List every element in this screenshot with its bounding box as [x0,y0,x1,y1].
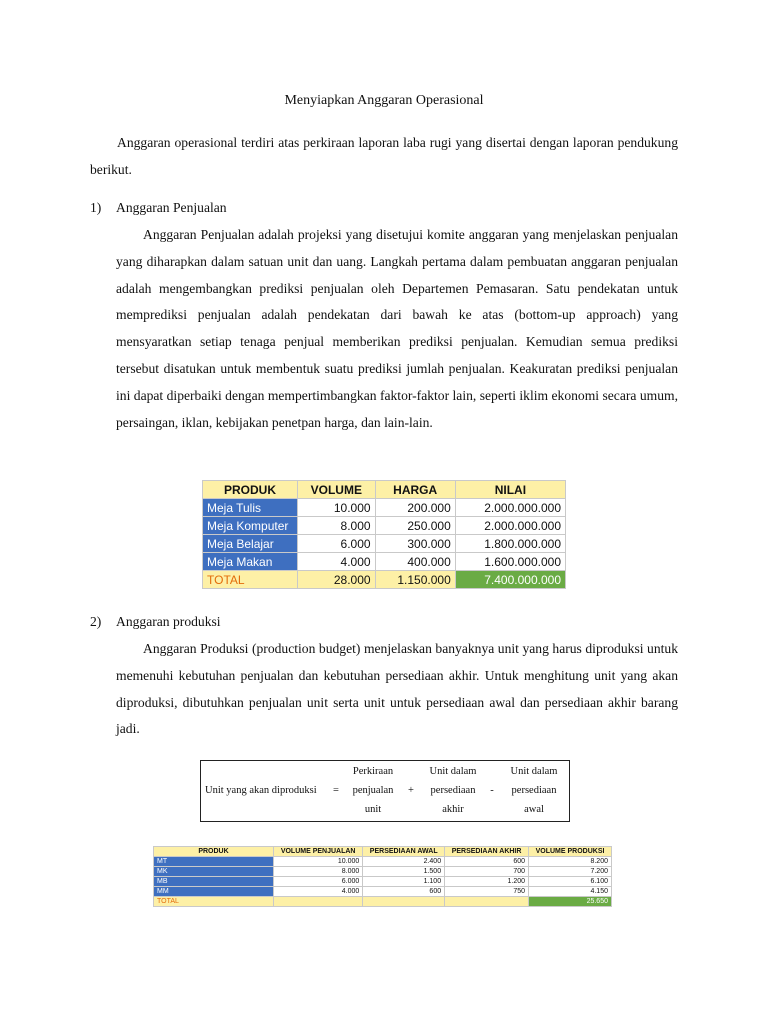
production-formula-box [200,760,570,822]
table-row [154,887,612,897]
cell-volume-penjualan: 6.000 [274,877,363,887]
section-2-heading [90,614,221,630]
col-header-produk: PRODUK [154,847,274,857]
cell-product: MT [154,857,274,867]
formula-term3-line2: persediaan [511,785,557,796]
cell-volume-penjualan: 10.000 [274,857,363,867]
formula-minus: - [490,785,494,796]
cell-total-label: TOTAL [203,571,298,589]
cell-volume: 8.000 [298,517,376,535]
table-header-row [203,481,566,499]
section-2-body: Anggaran Produksi (production budget) menjelaskan banyaknya unit yang harus diproduksi untuk memenuhi kebutuhan penjualan dan kebutuhan persediaan akhir. Untuk menghitung unit yang akan diproduksi, dibutuhkan penjualan unit serta unit untuk persediaan awal dan persediaan akhir barang jadi. [116,641,678,737]
cell-persediaan-akhir: 1.200 [445,877,529,887]
formula-equals: = [333,785,339,796]
cell-product: MM [154,887,274,897]
section-1-body: Anggaran Penjualan adalah projeksi yang disetujui komite anggaran yang menjelaskan penjualan yang diharapkan dalam satuan unit dan uang. Langkah pertama dalam pembuatan anggaran penjualan adalah mengembangkan prediksi penjualan oleh Departemen Pemasaran. Satu pendekatan untuk memprediksi penjualan adalah pendekatan dari bawah ke atas (bottom-up approach) yang mensyaratkan setiap tenaga penjual memberikan prediksi penjualan. Kemudian semua prediksi tersebut disatukan untuk membentuk suatu prediksi jumlah penjualan. Keakuratan prediksi penjualan ini dapat diperbaiki dengan mempertimbangkan faktor-faktor lain, seperti iklim ekonomi secara umum, persaingan, iklan, kebijakan penetpan harga, dan lain-lain. [116,227,678,430]
col-header-volume-penjualan: VOLUME PENJUALAN [274,847,363,857]
cell-persediaan-awal: 2.400 [363,857,445,867]
cell-harga: 400.000 [375,553,455,571]
table-total-row [154,897,612,907]
cell-nilai: 2.000.000.000 [455,517,565,535]
formula-term2-line2: persediaan [430,785,476,796]
table-row [203,517,566,535]
cell-volume: 10.000 [298,499,376,517]
cell-product: MB [154,877,274,887]
cell-persediaan-akhir: 700 [445,867,529,877]
cell-total-label: TOTAL [154,897,274,907]
formula-term1-line1: Perkiraan [352,766,394,777]
cell-product: Meja Makan [203,553,298,571]
cell-total-harga: 1.150.000 [375,571,455,589]
section-2-title: Anggaran produksi [116,614,221,629]
col-header-persediaan-akhir: PERSEDIAAN AKHIR [445,847,529,857]
table-header-row [154,847,612,857]
cell-volume: 6.000 [298,535,376,553]
cell-volume: 4.000 [298,553,376,571]
col-header-persediaan-awal: PERSEDIAAN AWAL [363,847,445,857]
cell-total-volume-produksi: 25.650 [529,897,612,907]
table-row [154,877,612,887]
section-1-heading [90,200,227,216]
section-2-number: 2) [90,614,102,629]
production-budget-table [153,846,612,907]
cell-volume-produksi: 8.200 [529,857,612,867]
cell-persediaan-awal: 600 [363,887,445,897]
table-row [203,499,566,517]
cell-volume-produksi: 6.100 [529,877,612,887]
table-row [154,857,612,867]
table-total-row [203,571,566,589]
cell-total-nilai: 7.400.000.000 [455,571,565,589]
cell-persediaan-awal: 1.500 [363,867,445,877]
formula-term2-line1: Unit dalam [429,766,477,777]
cell-persediaan-akhir: 600 [445,857,529,867]
cell-volume-penjualan: 4.000 [274,887,363,897]
section-1-title: Anggaran Penjualan [116,200,227,215]
table-row [203,535,566,553]
cell-harga: 300.000 [375,535,455,553]
cell-total-volume-penjualan [274,897,363,907]
cell-volume-penjualan: 8.000 [274,867,363,877]
cell-harga: 200.000 [375,499,455,517]
cell-nilai: 2.000.000.000 [455,499,565,517]
cell-product: Meja Tulis [203,499,298,517]
cell-product: MK [154,867,274,877]
formula-lhs: Unit yang akan diproduksi [205,785,317,796]
formula-plus: + [408,785,414,796]
sales-budget-table [202,480,566,589]
cell-volume-produksi: 4.150 [529,887,612,897]
cell-volume-produksi: 7.200 [529,867,612,877]
cell-harga: 250.000 [375,517,455,535]
col-header-nilai: NILAI [455,481,565,499]
col-header-volume: VOLUME [298,481,376,499]
cell-product: Meja Komputer [203,517,298,535]
formula-term2-line3: akhir [442,804,464,815]
formula-term1-line2: penjualan [352,785,394,796]
col-header-harga: HARGA [375,481,455,499]
formula-term3-line3: awal [524,804,544,815]
page-title: Menyiapkan Anggaran Operasional [284,93,484,108]
cell-persediaan-akhir: 750 [445,887,529,897]
cell-nilai: 1.600.000.000 [455,553,565,571]
col-header-produk: PRODUK [203,481,298,499]
formula-term3-line1: Unit dalam [510,766,558,777]
cell-nilai: 1.800.000.000 [455,535,565,553]
intro-paragraph: Anggaran operasional terdiri atas perkiraan laporan laba rugi yang disertai dengan laporan pendukung berikut. [90,135,678,177]
formula-term1-line3: unit [364,804,382,815]
cell-total-volume: 28.000 [298,571,376,589]
cell-total-persediaan-akhir [445,897,529,907]
table-row [154,867,612,877]
table-row [203,553,566,571]
section-1-number: 1) [90,200,102,215]
cell-total-persediaan-awal [363,897,445,907]
cell-product: Meja Belajar [203,535,298,553]
col-header-volume-produksi: VOLUME PRODUKSI [529,847,612,857]
cell-persediaan-awal: 1.100 [363,877,445,887]
